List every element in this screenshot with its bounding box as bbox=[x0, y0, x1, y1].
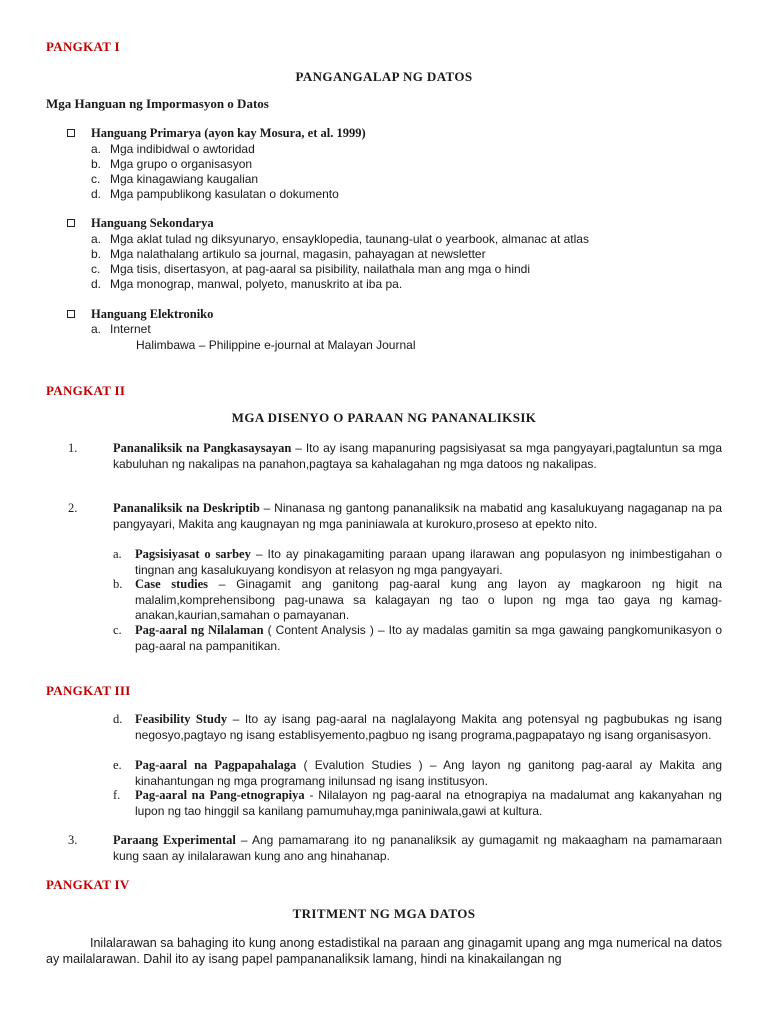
method-subparagraph: Feasibility Study – Ito ay isang pag-aaral na naglalayong Makita ang potensyal ng pagbubukas ng isang negosyo,pagtayo ng isang establisyemento,pagbuo ng isang programa,pagpapatayo ng isang organisasyon. bbox=[135, 712, 722, 742]
list-item: c. Mga tisis, disertasyon, at pag-aaral sa pisibility, nailathala man ang mga o hindi bbox=[91, 262, 530, 276]
body-paragraph: Inilalarawan sa bahaging ito kung anong estadistikal na paraan ang ginagamit upang ang mga numerical na datos ay mailalarawan. Dahil ito ay isang papel pampananaliksik lamang, hindi na kinakailangan ng bbox=[46, 936, 722, 966]
method-subparagraph: Pagsisiyasat o sarbey – Ito ay pinakagamiting paraan upang ilarawan ang populasyon ng inimbestigahan o tingnan ang kasalukuyang kondisyon at relasyon ng mga pangyayari. bbox=[135, 547, 722, 577]
pangkat-2-title: MGA DISENYO O PARAAN NG PANANALIKSIK bbox=[231, 410, 537, 425]
subitem-label: b. bbox=[113, 577, 123, 591]
subitem-label: e. bbox=[113, 758, 122, 772]
square-bullet-icon bbox=[67, 219, 75, 227]
method-subparagraph: Pag-aaral na Pang-etnograpiya - Nilalayon ng pag-aaral na etnograpiya na madalumat ang kakanyahan ng lupon ng tao hinggil sa kanilang pamumuhay,mga paniniwala,gawi at kultura. bbox=[135, 788, 722, 818]
subitem-label: d. bbox=[113, 712, 123, 726]
pangkat-1-label: PANGKAT I bbox=[46, 39, 120, 54]
pangkat-4-title: TRITMENT NG MGA DATOS bbox=[292, 906, 476, 921]
method-paragraph: Pananaliksik na Deskriptib – Ninanasa ng gantong pananaliksik na mabatid ang kasalukuyang nagaganap na pa pangyayari, Makita ang kaugnayan ng mga paniniawala at kurokuro,proseso at epekto nito. bbox=[113, 501, 722, 531]
list-item: c. Mga kinagawiang kaugalian bbox=[91, 172, 259, 186]
square-bullet-icon bbox=[67, 129, 75, 137]
pangkat-3-label: PANGKAT III bbox=[46, 683, 131, 698]
list-item: d. Mga monograp, manwal, polyeto, manuskrito at iba pa. bbox=[91, 277, 403, 291]
group-title-sekondarya: Hanguang Sekondarya bbox=[67, 216, 214, 231]
example-text: Halimbawa – Philippine e-journal at Malayan Journal bbox=[136, 338, 416, 352]
pangkat-4-label: PANGKAT IV bbox=[46, 877, 130, 892]
group-title-elektroniko: Hanguang Elektroniko bbox=[67, 307, 213, 322]
method-subparagraph: Case studies – Ginagamit ang ganitong pag-aaral kung ang layon ay magkaroon ng higit na malalim,komprehensibong pag-unawa sa kalagayan ng tao o lupon ng mga tao gaya ng kamag-anakan,kaurian,samahan o pamayanan. bbox=[135, 577, 722, 622]
subitem-label: c. bbox=[113, 623, 122, 637]
group-title-primarya: Hanguang Primarya (ayon kay Mosura, et al. 1999) bbox=[67, 126, 366, 141]
list-item: b. Mga grupo o organisasyon bbox=[91, 157, 253, 171]
subitem-label: f. bbox=[113, 788, 121, 802]
method-paragraph: Pananaliksik na Pangkasaysayan – Ito ay isang mapanuring pagsisiyasat sa mga pangyayari,pagtaluntun sa mga kabuluhan ng nakalipas na panahon,pagtaya sa kahalagahan ng mga datoos ng nakalipas. bbox=[113, 441, 723, 471]
pangkat-2-label: PANGKAT II bbox=[46, 383, 126, 398]
item-number: 3. bbox=[68, 833, 78, 847]
list-item: b. Mga nalathalang artikulo sa journal, magasin, pahayagan at newsletter bbox=[91, 247, 486, 261]
item-number: 1. bbox=[68, 441, 78, 455]
item-number: 2. bbox=[68, 501, 78, 515]
square-bullet-icon bbox=[67, 310, 75, 318]
list-item: a. Mga indibidwal o awtoridad bbox=[91, 142, 255, 156]
section-heading: Mga Hanguan ng Impormasyon o Datos bbox=[46, 96, 269, 111]
list-item: d. Mga pampublikong kasulatan o dokumento bbox=[91, 187, 339, 201]
list-item: a. Internet bbox=[91, 322, 151, 336]
method-subparagraph: Pag-aaral na Pagpapahalaga ( Evalution Studies ) – Ang layon ng ganitong pag-aaral ay Makita ang kinahantungan ng mga programang inilunsad ng isang institusyon. bbox=[135, 758, 722, 788]
method-paragraph: Paraang Experimental – Ang pamamarang ito ng pananaliksik ay gumagamit ng makaagham na pamamaraan kung saan ay inilalarawan kung ano ang hinahanap. bbox=[113, 833, 723, 863]
pangkat-1-title: PANGANGALAP NG DATOS bbox=[295, 69, 473, 84]
subitem-label: a. bbox=[113, 547, 122, 561]
method-subparagraph: Pag-aaral ng Nilalaman ( Content Analysis ) – Ito ay madalas gamitin sa mga gawaing pangkomunikasyon o pag-aaral na pampanitikan. bbox=[135, 623, 722, 653]
list-item: a. Mga aklat tulad ng diksyunaryo, ensayklopedia, taunang-ulat o yearbook, almanac at atlas bbox=[91, 232, 589, 246]
